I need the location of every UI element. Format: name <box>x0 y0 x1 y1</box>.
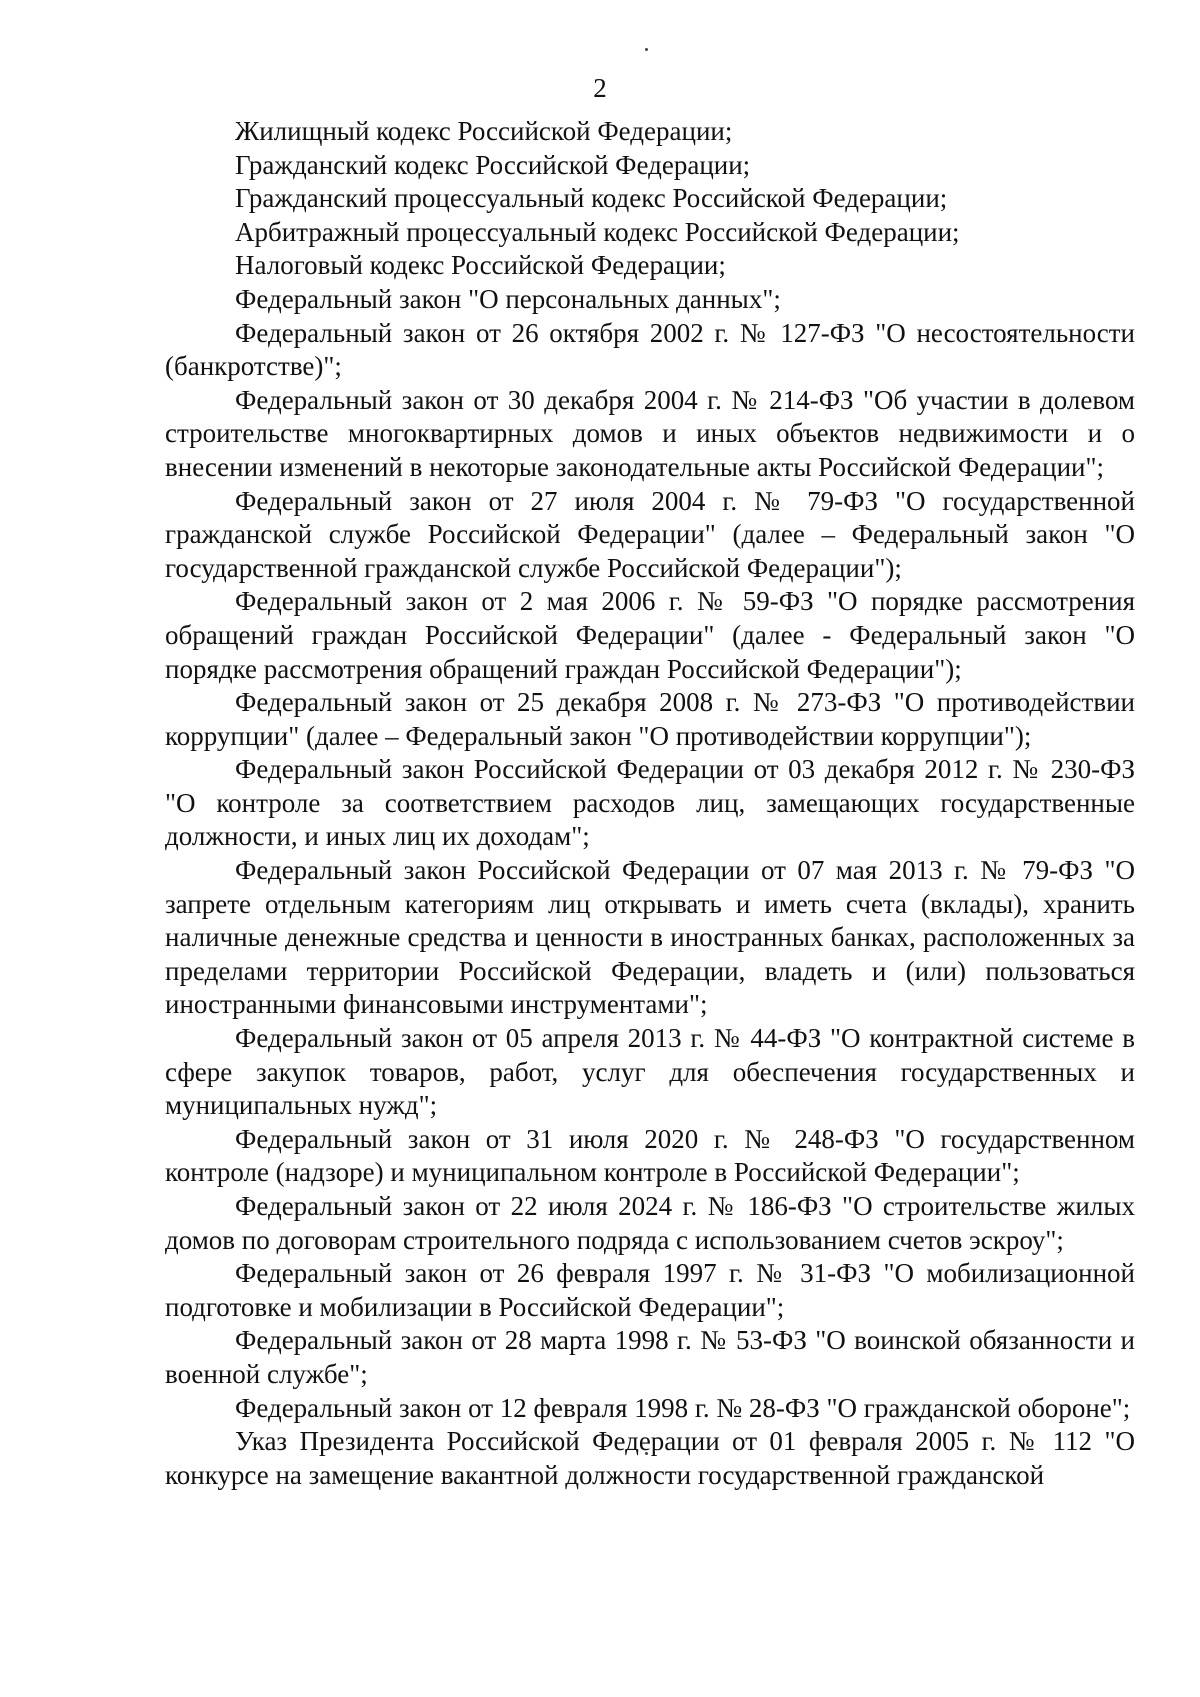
list-item: Федеральный закон от 26 октября 2002 г. № 127-ФЗ "О несостоятельности (банкротстве)"; <box>165 317 1135 382</box>
list-item: Федеральный закон от 2 мая 2006 г. № 59-ФЗ "О порядке рассмотрения обращений граждан Российской Федерации" (далее - Федеральный закон "О порядке рассмотрения обращений граждан Российской Федерации"); <box>165 586 1135 684</box>
list-item: Федеральный закон Российской Федерации от 03 декабря 2012 г. № 230-ФЗ "О контроле за соответствием расходов лиц, замещающих государственные должности, и иных лиц их доходам"; <box>165 754 1135 852</box>
list-item: Налоговый кодекс Российской Федерации; <box>235 250 726 281</box>
list-item: Гражданский кодекс Российской Федерации; <box>235 149 751 180</box>
list-item: Федеральный закон от 28 марта 1998 г. № 53-ФЗ "О воинской обязанности и военной службе"; <box>165 1325 1135 1389</box>
list-item: Арбитражный процессуальный кодекс Российской Федерации; <box>235 216 960 247</box>
list-item: Федеральный закон "О персональных данных"; <box>235 283 781 314</box>
list-item: Жилищный кодекс Российской Федерации; <box>235 116 733 146</box>
list-item: Указ Президента Российской Федерации от 01 февраля 2005 г. № 112 "О конкурсе на замещение вакантной должности государственной гражданской <box>165 1426 1135 1490</box>
list-item: Федеральный закон от 26 февраля 1997 г. № 31-ФЗ "О мобилизационной подготовке и мобилизации в Российской Федерации"; <box>165 1258 1135 1322</box>
list-item: Федеральный закон от 05 апреля 2013 г. № 44-ФЗ "О контрактной системе в сфере закупок товаров, работ, услуг для обеспечения государственных и муниципальных нужд"; <box>165 1023 1135 1121</box>
list-item: Федеральный закон от 31 июля 2020 г. № 248-ФЗ "О государственном контроле (надзоре) и муниципальном контроле в Российской Федерации"; <box>165 1123 1135 1188</box>
list-item: Федеральный закон от 22 июля 2024 г. № 186-ФЗ "О строительстве жилых домов по договорам строительного подряда с использованием счетов эскроу"; <box>165 1191 1135 1255</box>
list-item: Федеральный закон от 27 июля 2004 г. № 79-ФЗ "О государственной гражданской службе Российской Федерации" (далее – Федеральный закон "О государственной гражданской службе Российской Федерации"); <box>165 485 1135 583</box>
list-item: Федеральный закон Российской Федерации от 07 мая 2013 г. № 79-ФЗ "О запрете отдельным категориям лиц открывать и иметь счета (вклады), хранить наличные денежные средства и ценности в иностранных банках, расположенных за пределами территории Российской Федерации, владеть и (или) пользоваться иностранными финансовыми инструментами"; <box>165 855 1135 1020</box>
scan-speck <box>645 48 648 51</box>
document-body <box>165 115 1135 1492</box>
list-item: Федеральный закон от 25 декабря 2008 г. № 273-ФЗ "О противодействии коррупции" (далее – Федеральный закон "О противодействии коррупции"); <box>165 687 1135 751</box>
list-item: Гражданский процессуальный кодекс Российской Федерации; <box>235 183 948 214</box>
page-number: 2 <box>593 73 607 103</box>
list-item: Федеральный закон от 30 декабря 2004 г. № 214-ФЗ "Об участии в долевом строительстве многоквартирных домов и иных объектов недвижимости и о внесении изменений в некоторые законодательные акты Российской Федерации"; <box>165 384 1135 482</box>
list-item: Федеральный закон от 12 февраля 1998 г. № 28-ФЗ "О гражданской обороне"; <box>235 1392 1131 1423</box>
